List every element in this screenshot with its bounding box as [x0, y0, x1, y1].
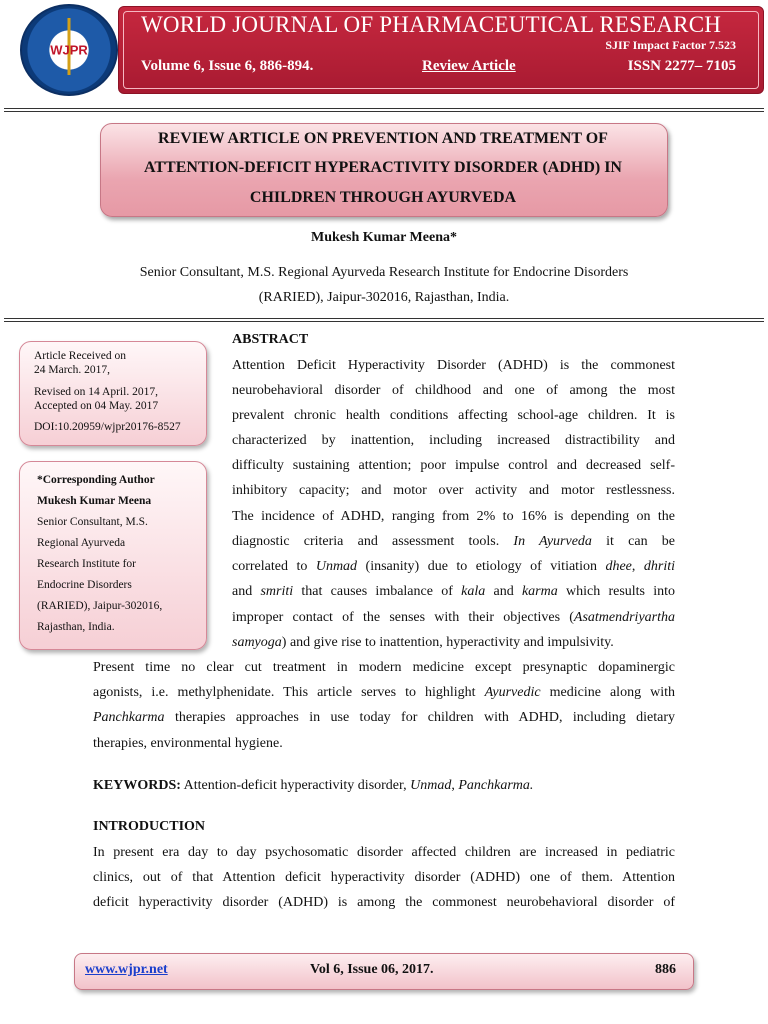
abstract-heading: ABSTRACT: [232, 332, 309, 347]
corresponding-line: Regional Ayurveda: [37, 537, 126, 549]
keywords: KEYWORDS: Attention-deficit hyperactivity disorder, Unmad, Panchkarma.: [93, 778, 534, 793]
revised-date: Revised on 14 April. 2017,: [34, 386, 158, 398]
accepted-date: Accepted on 04 May. 2017: [34, 400, 159, 412]
abstract-line: difficulty sustaining attention; poor impulse control and decreased self-: [232, 458, 675, 473]
abstract-line: agonists, i.e. methylphenidate. This article serves to highlight Ayurvedic medicine along with: [93, 685, 675, 700]
footer-website-link[interactable]: www.wjpr.net: [85, 962, 168, 977]
impact-factor: SJIF Impact Factor 7.523: [605, 38, 736, 52]
affiliation-divider: [4, 318, 764, 319]
affiliation-line-2: (RARIED), Jaipur-302016, Rajasthan, India.: [258, 290, 510, 305]
abstract-line: samyoga) and give rise to inattention, hyperactivity and impulsivity.: [232, 635, 614, 650]
abstract-line: characterized by inattention, including increased distractibility and: [232, 433, 675, 448]
corresponding-line: Endocrine Disorders: [37, 579, 132, 591]
corresponding-line: (RARIED), Jaipur-302016,: [37, 600, 163, 612]
corresponding-name: Mukesh Kumar Meena: [37, 495, 152, 507]
affiliation-line-1: Senior Consultant, M.S. Regional Ayurveda Research Institute for Endocrine Disorders: [139, 265, 629, 280]
doi: DOI:10.20959/wjpr20176-8527: [34, 421, 181, 433]
corresponding-line: Research Institute for: [37, 558, 136, 570]
received-label: Article Received on: [34, 350, 126, 362]
journal-title: WORLD JOURNAL OF PHARMACEUTICAL RESEARCH: [141, 12, 722, 37]
header-divider-2: [4, 111, 764, 112]
received-date: 24 March. 2017,: [34, 364, 111, 376]
volume-info: Volume 6, Issue 6, 886-894.: [141, 58, 314, 74]
abstract-line: diagnostic criteria and assessment tools. In Ayurveda it can be: [232, 534, 675, 549]
abstract-line: inhibitory capacity; and motor over activity and motor restlessness.: [232, 483, 675, 498]
introduction-line: deficit hyperactivity disorder (ADHD) is among the commonest neurobehavioral disorder of: [93, 895, 675, 910]
page-number: 886: [655, 962, 676, 977]
abstract-line: Panchkarma therapies approaches in use today for children with ADHD, including dietary: [93, 710, 675, 725]
abstract-line: therapies, environmental hygiene.: [93, 736, 283, 751]
abstract-line: neurobehavioral disorder of childhood and one of among the most: [232, 383, 675, 398]
abstract-line: and smriti that causes imbalance of kala and karma which results into: [232, 584, 676, 599]
author-name: Mukesh Kumar Meena*: [311, 230, 457, 245]
keywords-label: KEYWORDS:: [93, 778, 181, 793]
corresponding-heading: *Corresponding Author: [37, 474, 155, 486]
abstract-line: correlated to Unmad (insanity) due to etiology of vitiation dhee, dhriti: [232, 559, 676, 574]
header-divider: [4, 108, 764, 109]
article-title-line-2: ATTENTION-DEFICIT HYPERACTIVITY DISORDER (ADHD) IN: [144, 159, 622, 176]
corresponding-line: Rajasthan, India.: [37, 621, 115, 633]
article-type-link[interactable]: Review Article: [422, 58, 516, 74]
article-title-line-1: REVIEW ARTICLE ON PREVENTION AND TREATMENT OF: [158, 130, 608, 147]
issn: ISSN 2277– 7105: [627, 58, 736, 74]
corresponding-line: Senior Consultant, M.S.: [37, 516, 148, 528]
introduction-line: clinics, out of that Attention deficit hyperactivity disorder (ADHD) one of them. Attention: [93, 870, 675, 885]
logo-text: WJPR: [50, 42, 88, 58]
abstract-line: prevalent chronic health conditions affecting school-age children. It is: [232, 408, 675, 423]
footer-volume: Vol 6, Issue 06, 2017.: [310, 962, 434, 977]
journal-logo: [20, 4, 118, 96]
abstract-line: The incidence of ADHD, ranging from 2% to 16% is depending on the: [232, 509, 675, 524]
abstract-line: Attention Deficit Hyperactivity Disorder (ADHD) is the commonest: [232, 358, 675, 373]
abstract-line: Present time no clear cut treatment in modern medicine except presynaptic dopaminergic: [93, 660, 675, 675]
affiliation-divider-2: [4, 321, 764, 322]
abstract-line: improper contact of the senses with their objectives (Asatmendriyartha: [232, 610, 675, 625]
article-title-line-3: CHILDREN THROUGH AYURVEDA: [249, 189, 517, 206]
introduction-heading: INTRODUCTION: [93, 819, 206, 834]
introduction-line: In present era day to day psychosomatic disorder affected children are increased in pediatric: [93, 845, 675, 860]
